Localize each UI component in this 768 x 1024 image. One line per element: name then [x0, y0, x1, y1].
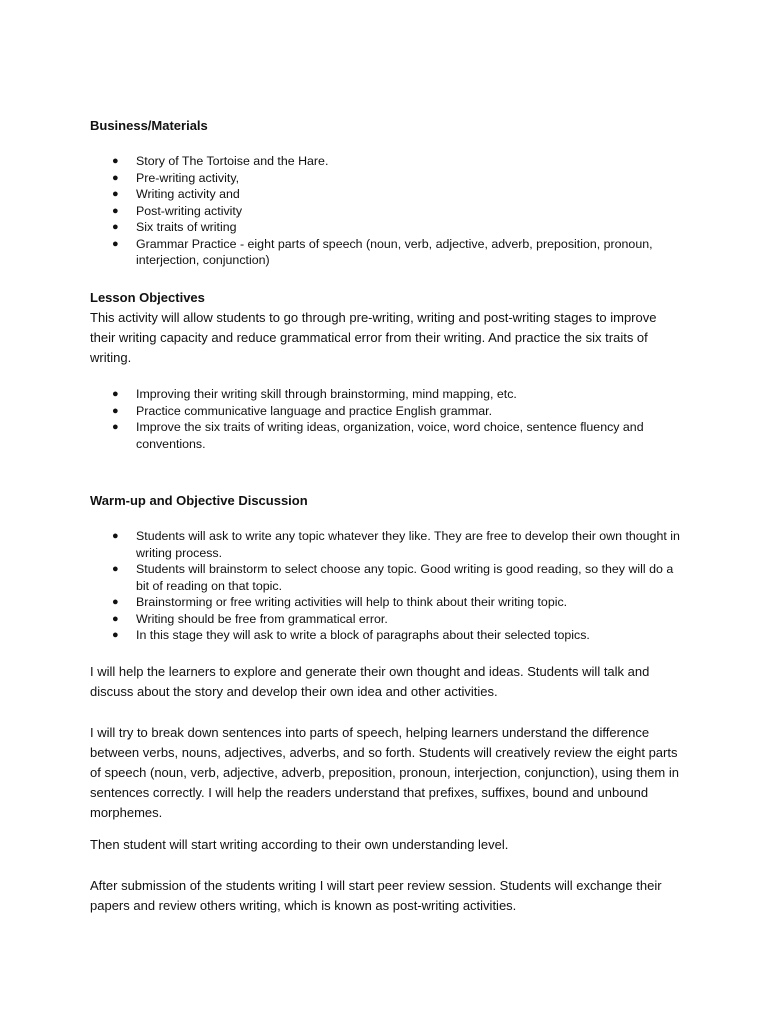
list-item: ● Story of The Tortoise and the Hare. — [112, 154, 329, 168]
body-paragraph-start-writing: Then student will start writing according to their own understanding level. — [90, 837, 509, 852]
bullet-icon: ● — [112, 237, 119, 250]
bullet-icon: ● — [112, 530, 119, 542]
list-item: ● Improving their writing skill through brainstorming, mind mapping, etc. — [112, 387, 517, 401]
bullet-icon: ● — [112, 221, 119, 233]
lesson-objectives-heading: Lesson Objectives — [90, 290, 205, 305]
bullet-icon: ● — [112, 612, 119, 625]
list-item: ● In this stage they will ask to write a block of paragraphs about their selected topics. — [112, 628, 590, 642]
bullet-icon: ● — [112, 629, 119, 641]
list-item: ● Brainstorming or free writing activities will help to think about their writing topic. — [112, 595, 568, 609]
bullet-icon: ● — [112, 188, 119, 200]
business-materials-heading: Business/Materials — [90, 118, 208, 133]
bullet-icon: ● — [112, 404, 119, 417]
body-paragraph-parts-of-speech: I will try to break down sentences into parts of speech, helping learners understand the difference between verbs, nouns, adjectives, adverbs, and so forth. Students will creatively review the eight parts of speech (noun, verb, adjective, adverb, preposition, pronoun, interjection, conjunction), using them in sentences correctly. I will help the readers understand that prefixes, suffixes, bound and unbound morphemes. — [90, 725, 679, 820]
bullet-icon: ● — [112, 204, 119, 217]
list-item: ● Pre-writing activity, — [112, 170, 240, 185]
list-item: ● Practice communicative language and practice English grammar. — [112, 403, 493, 418]
list-item: ● Students will ask to write any topic whatever they like. They are free to develop their own thought in writing process. — [112, 529, 680, 560]
body-paragraph-peer-review: After submission of the students writing I will start peer review session. Students will exchange their papers and review others writing, which is known as post-writing activities. — [90, 878, 662, 913]
list-item: ● Writing activity and — [112, 187, 240, 201]
warmup-heading: Warm-up and Objective Discussion — [90, 493, 308, 508]
list-item: ● Grammar Practice - eight parts of speech (noun, verb, adjective, adverb, preposition, pronoun, interjection, conjunction) — [112, 236, 653, 267]
lesson-objectives-list — [90, 386, 680, 452]
bullet-icon: ● — [112, 596, 119, 608]
business-materials-list — [90, 153, 680, 269]
bullet-icon: ● — [112, 563, 119, 575]
lesson-objectives-paragraph: This activity will allow students to go through pre-writing, writing and post-writing stages to improve their writing capacity and reduce grammatical error from their writing. And practice the six traits of writing. — [90, 310, 657, 365]
list-item: ● Post-writing activity — [112, 203, 243, 218]
list-item: ● Writing should be free from grammatical error. — [112, 611, 388, 626]
bullet-icon: ● — [112, 171, 119, 184]
bullet-icon: ● — [112, 421, 119, 433]
list-item: ● Six traits of writing — [112, 220, 237, 234]
bullet-icon: ● — [112, 388, 119, 400]
warmup-list — [90, 528, 680, 644]
list-item: ● Improve the six traits of writing ideas, organization, voice, word choice, sentence fluency and conventions. — [112, 420, 644, 451]
list-item: ● Students will brainstorm to select choose any topic. Good writing is good reading, so they will do a bit of reading on that topic. — [112, 562, 674, 593]
body-paragraph-explore: I will help the learners to explore and generate their own thought and ideas. Students will talk and discuss about the story and develop their own idea and other activities. — [90, 664, 650, 699]
bullet-icon: ● — [112, 155, 119, 167]
